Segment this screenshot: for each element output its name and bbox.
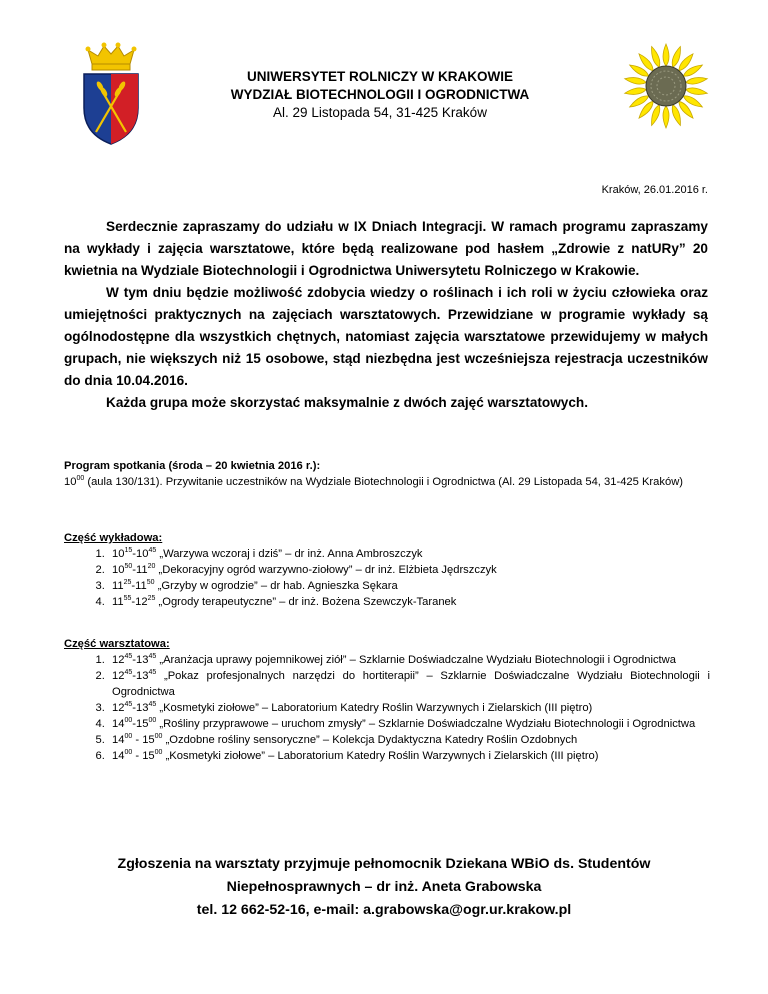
list-item: 3. $11^{25}-11^{50}$ „Grzyby w ogrodzie” – dr hab. Agnieszka Sękara: [108, 578, 710, 594]
document-header: [150, 68, 610, 122]
contact-line-2: Niepełnosprawnych – dr inż. Aneta Grabowska: [226, 879, 542, 895]
sunflower-logo: [610, 42, 722, 130]
intro-paragraph-1: Serdecznie zapraszamy do udziału w IX Dniach Integracji. W ramach programu zapraszamy na wykłady i zajęcia warsztatowe, które będą realizowane pod hasłem „Zdrowie z natURy” 20 kwietnia na Wydziale Biotechnologii i Ogrodnictwa Uniwersytetu Rolniczego w Krakowie.: [64, 219, 708, 278]
list-item: 1. $10^{15}-10^{45}$ „Warzywa wczoraj i dziś” – dr inż. Anna Ambroszczyk: [108, 546, 710, 562]
list-item: 2. $10^{50}-11^{20}$ „Dekoracyjny ogród warzywno-ziołowy” – dr inż. Elżbieta Jędrszczyk: [108, 562, 710, 578]
contact-line-1: Zgłoszenia na warsztaty przyjmuje pełnomocnik Dziekana WBiO ds. Studentów: [117, 856, 651, 872]
list-item: 5. $14^{00} - 15^{00}$ „Ozdobne rośliny sensoryczne” – Kolekcja Dydaktyczna Katedry Roślin Ozdobnych: [108, 732, 710, 748]
lectures-section: [64, 530, 710, 610]
university-name: UNIWERSYTET ROLNICZY W KRAKOWIE: [247, 69, 513, 84]
intro-paragraph-2: W tym dniu będzie możliwość zdobycia wiedzy o roślinach i ich roli w życiu człowieka oraz umiejętności praktycznych na zajęciach warsztatowych. Przewidziane w programie wykłady są ogólnodostępne dla wszystkich chętnych, natomiast zajęcia warsztatowe przewidujemy w małych grupach, nie większych niż 15 osobowe, stąd niezbędna jest wcześniejsza rejestracja uczestników do dnia 10.04.2016.: [64, 285, 708, 388]
program-title: Program spotkania (środa – 20 kwietnia 2016 r.):: [64, 460, 321, 472]
lectures-title: Część wykładowa:: [64, 532, 163, 544]
workshops-title: Część warsztatowa:: [64, 638, 170, 650]
program-section: [64, 458, 710, 490]
list-item: 4. $14^{00}-15^{00}$ „Rośliny przyprawowe – uruchom zmysły” – Szklarnie Doświadczalne Wydziału Biotechnologii i Ogrodnictwa: [108, 716, 710, 732]
list-item: 2. $12^{45}-13^{45}$ „Pokaz profesjonalnych narzędzi do hortiterapii” – Szklarnie Doświadczalne Wydziału Biotechnologii i Ogrodnictwa: [108, 668, 710, 700]
invitation-text: [64, 216, 708, 414]
welcome-line: $10^{00}$ (aula 130/131). Przywitanie uczestników na Wydziale Biotechnologii i Ogrodnictwa (Al. 29 Listopada 54, 31-425 Kraków): [64, 475, 683, 488]
document-date: Kraków, 26.01.2016 r.: [601, 184, 708, 196]
workshops-section: [64, 636, 710, 764]
workshops-list: [64, 652, 710, 764]
contact-line-3: tel. 12 662-52-16, e-mail: a.grabowska@ogr.ur.krakow.pl: [196, 902, 572, 918]
list-item: 6. $14^{00} - 15^{00}$ „Kosmetyki ziołowe” – Laboratorium Katedry Roślin Warzywnych i Zielarskich (III piętro): [108, 748, 710, 764]
faculty-address: Al. 29 Listopada 54, 31-425 Kraków: [273, 105, 487, 120]
university-crest-logo: [80, 42, 142, 146]
lectures-list: [64, 546, 710, 610]
list-item: 4. $11^{55}-12^{25}$ „Ogrody terapeutyczne” – dr inż. Bożena Szewczyk-Taranek: [108, 594, 710, 610]
list-item: 3. $12^{45}-13^{45}$ „Kosmetyki ziołowe” – Laboratorium Katedry Roślin Warzywnych i Zielarskich (III piętro): [108, 700, 710, 716]
intro-paragraph-3: Każda grupa może skorzystać maksymalnie z dwóch zajęć warsztatowych.: [106, 395, 589, 410]
crown-icon: [86, 43, 137, 71]
contact-footer: [60, 853, 708, 922]
faculty-name: WYDZIAŁ BIOTECHNOLOGII I OGRODNICTWA: [230, 87, 530, 102]
list-item: 1. $12^{45}-13^{45}$ „Aranżacja uprawy pojemnikowej ziół” – Szklarnie Doświadczalne Wydziału Biotechnologii i Ogrodnictwa: [108, 652, 710, 668]
